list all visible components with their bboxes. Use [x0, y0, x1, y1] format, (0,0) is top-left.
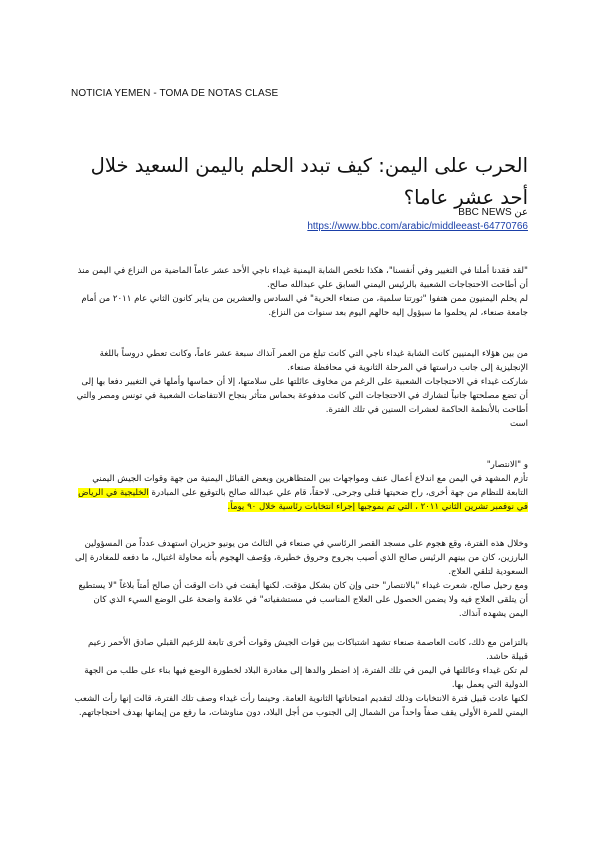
paragraph-3 [72, 458, 528, 514]
paragraph-line: لم يحلم اليمنيون ممن هتفوا "ثورتنا سلمية، من صنعاء الحرية" في السادس والعشرين من يناير كانون الثاني عام ٢٠١١ من أمام جامعة صنعاء، لم يحلموا ما سيؤول إليه حالهم اليوم بعد سنوات من النزاع. [81, 294, 528, 318]
header-note: NOTICIA YEMEN - TOMA DE NOTAS CLASE [71, 88, 279, 99]
paragraph-line: و "الانتصار" [486, 460, 528, 470]
paragraph-line: لم تكن غيداء وعائلتها في اليمن في تلك الفترة، إذ اضطر والدها إلى مغادرة البلاد لخطورة الوضع فيها بناء على طلب من الجهة الدولية التي يعمل بها. [84, 666, 528, 690]
paragraph-text: تأزم المشهد في اليمن مع اندلاع أعمال عنف ومواجهات بين المتظاهرين وبعض القبائل اليمنية من جهة وقوات الجيش اليمني التابعة للنظام من جهة أخرى، راح ضحيتها قتلى وجرحى. لاحقاً، قام علي عبدالله صالح بالتوقيع على المبادرة [92, 474, 528, 498]
paragraph-line: است [509, 419, 528, 429]
article-link[interactable]: https://www.bbc.com/arabic/middleeast-64770766 [307, 221, 528, 232]
paragraph-2 [72, 347, 528, 431]
source-credit: عن BBC NEWS [458, 207, 528, 218]
paragraph-line: ومع رحيل صالح، شعرت غيداء "بالانتصار" حتى وإن كان بشكل مؤقت. لكنها أيقنت في ذات الوقت أن صالح أمتاً بلاغاً "لا يستطيع أن يتلقى العلاج فيه ولا يضمن الحصول على العلاج المناسب في مستشفياته" في علامة واضحة على الوضع السيء الذي كان اليمن يشهده آنذاك. [78, 581, 528, 619]
paragraph-1 [72, 264, 528, 320]
paragraph-4 [72, 537, 528, 621]
paragraph-line: بالتزامن مع ذلك، كانت العاصمة صنعاء تشهد اشتباكات بين قوات الجيش وقوات أخرى تابعة للزعيم القبلي صادق الأحمر زعيم قبيلة حاشد. [88, 638, 528, 662]
paragraph-line: لكنها عادت قبيل فترة الانتخابات وذلك لتقديم امتحاناتها الثانوية العامة. وحينما رأت غيداء وصف تلك الفترة، قالت إنها رأت الشعب اليمني للمرة الأولى يقف صفاً واحداً من الشمال إلى الجنوب من أجل البلاد، دون مناوشات، ما رفع من إيمانها بهدف احتجاجاتهم. [74, 694, 528, 718]
highlighted-text: الخليجية في الرياض في نوفمبر تشرين الثاني ٢٠١١ ، التي تم بموجبها إجراء انتخابات رئاسية خلال ٩٠ يوماً. [78, 488, 528, 512]
article-title: الحرب على اليمن: كيف تبدد الحلم باليمن السعيد خلال أحد عشر عاما؟ [90, 154, 528, 209]
paragraph-line: "لقد فقدنا أملنا في التغيير وفي أنفسنا"، هكذا تلخص الشابة اليمنية غيداء ناجي الأحد عشر عاماً الماضية من النزاع في اليمن منذ أن أطاحت الاحتجاجات الشعبية بالرئيس اليمني السابق علي عبدالله صالح. [77, 266, 528, 290]
paragraph-5 [72, 636, 528, 720]
paragraph-line: وخلال هذه الفترة، وقع هجوم على مسجد القصر الرئاسي في صنعاء في الثالث من يونيو حزيران استهدف عدداً من المسؤولين البارزين، كان من بينهم الرئيس صالح الذي أصيب بجروح وحروق خطيرة، ووُصف الهجوم بأنه محاولة اغتيال، ما دفعه للمغادرة إلى السعودية لتلقي العلاج. [74, 539, 528, 577]
paragraph-line [72, 472, 528, 514]
paragraph-line: من بين هؤلاء اليمنيين كانت الشابة غيداء ناجي التي كانت تبلغ من العمر آنذاك سبعة عشر عاماً، وكانت تعطي دروساً باللغة الإنجليزية إلى جانب دراستها في المرحلة الثانوية في محافظة صنعاء. [99, 349, 528, 373]
paragraph-line: شاركت غيداء في الاحتجاجات الشعبية على الرغم من مخاوف عائلتها على سلامتها، إلا أن حماسها وأملها في التغيير دفعا بها إلى أن تضع مصلحتها جانباً لتشارك في الاحتجاجات التي كانت مدفوعة بحماس متأثر بنجاح الانتفاضات الشعبية في تونس ومصر والتي أطاحت بالأنظمة الحاكمة لعشرات السنين في تلك الفترة. [76, 377, 528, 415]
